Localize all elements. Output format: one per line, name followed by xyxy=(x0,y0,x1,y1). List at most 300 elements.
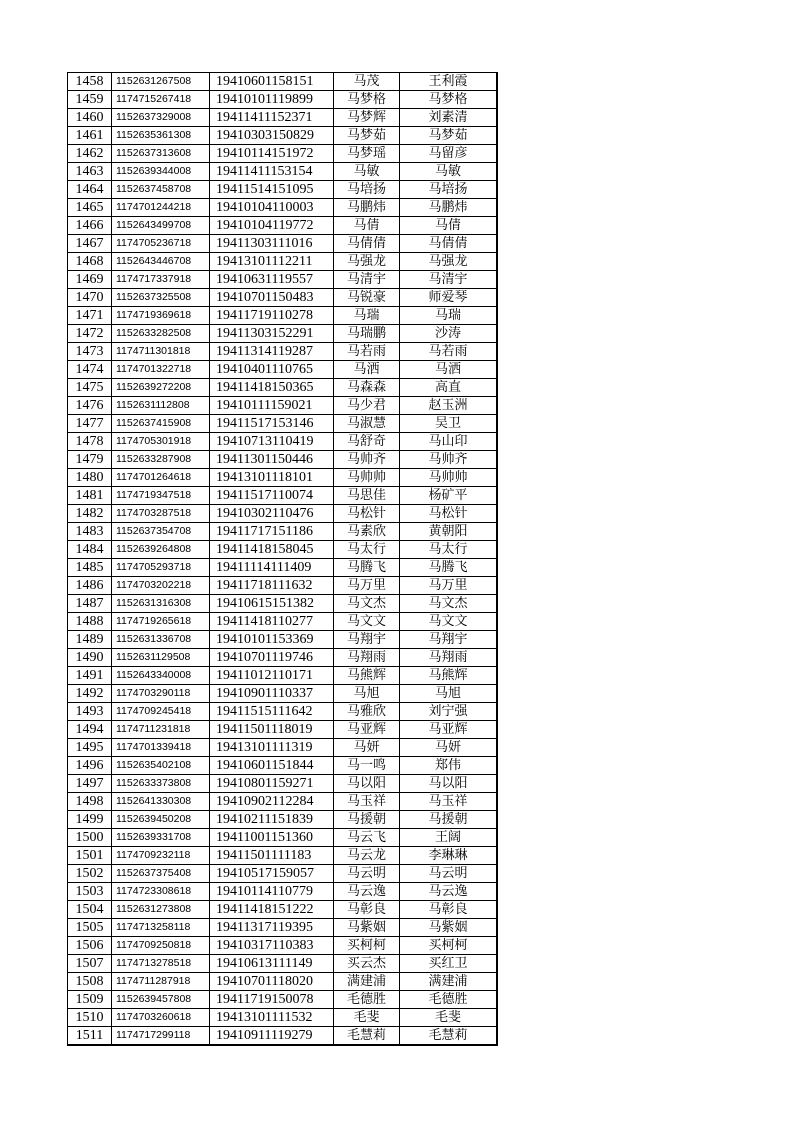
table-row xyxy=(68,973,498,991)
row-number-cell: 1487 xyxy=(68,595,112,613)
code-cell: 1152631129508 xyxy=(112,649,210,667)
row-number-cell: 1476 xyxy=(68,397,112,415)
row-number-cell: 1458 xyxy=(68,73,112,91)
code-cell: 1174701339418 xyxy=(112,739,210,757)
table-row xyxy=(68,775,498,793)
table-row xyxy=(68,901,498,919)
name2-cell: 马瑞 xyxy=(400,307,498,325)
name-cell: 马倩 xyxy=(334,217,400,235)
id-number-cell: 19411303111016 xyxy=(210,235,334,253)
id-number-cell: 19411411152371 xyxy=(210,109,334,127)
row-number-cell: 1507 xyxy=(68,955,112,973)
row-number-cell: 1503 xyxy=(68,883,112,901)
id-number-cell: 19410317110383 xyxy=(210,937,334,955)
table-row xyxy=(68,217,498,235)
name-cell: 马帅帅 xyxy=(334,469,400,487)
table-row xyxy=(68,865,498,883)
name-cell: 马淑慧 xyxy=(334,415,400,433)
row-number-cell: 1502 xyxy=(68,865,112,883)
name-cell: 马万里 xyxy=(334,577,400,595)
name-cell: 马旭 xyxy=(334,685,400,703)
table-row xyxy=(68,685,498,703)
code-cell: 1152631336708 xyxy=(112,631,210,649)
code-cell: 1152637313608 xyxy=(112,145,210,163)
row-number-cell: 1478 xyxy=(68,433,112,451)
table-row xyxy=(68,937,498,955)
table-row xyxy=(68,451,498,469)
name2-cell: 马鹏炜 xyxy=(400,199,498,217)
name-cell: 马森森 xyxy=(334,379,400,397)
id-number-cell: 19411515111642 xyxy=(210,703,334,721)
code-cell: 1152639264808 xyxy=(112,541,210,559)
table-row xyxy=(68,811,498,829)
name-cell: 马玉祥 xyxy=(334,793,400,811)
id-number-cell: 19411517153146 xyxy=(210,415,334,433)
name-cell: 马云龙 xyxy=(334,847,400,865)
id-number-cell: 19410114110779 xyxy=(210,883,334,901)
name2-cell: 杨矿平 xyxy=(400,487,498,505)
table-row xyxy=(68,505,498,523)
code-cell: 1174705301918 xyxy=(112,433,210,451)
row-number-cell: 1470 xyxy=(68,289,112,307)
row-number-cell: 1500 xyxy=(68,829,112,847)
id-number-cell: 19410901110337 xyxy=(210,685,334,703)
name2-cell: 赵玉洲 xyxy=(400,397,498,415)
code-cell: 1174703260618 xyxy=(112,1009,210,1027)
table-row xyxy=(68,541,498,559)
id-number-cell: 19410631119557 xyxy=(210,271,334,289)
name-cell: 马梦瑶 xyxy=(334,145,400,163)
row-number-cell: 1499 xyxy=(68,811,112,829)
name2-cell: 李琳琳 xyxy=(400,847,498,865)
row-number-cell: 1494 xyxy=(68,721,112,739)
code-cell: 1174711301818 xyxy=(112,343,210,361)
table-row xyxy=(68,253,498,271)
name2-cell: 马敏 xyxy=(400,163,498,181)
code-cell: 1174719347518 xyxy=(112,487,210,505)
row-number-cell: 1461 xyxy=(68,127,112,145)
name-cell: 马清宇 xyxy=(334,271,400,289)
row-number-cell: 1483 xyxy=(68,523,112,541)
id-number-cell: 19410701118020 xyxy=(210,973,334,991)
name-cell: 毛斐 xyxy=(334,1009,400,1027)
row-number-cell: 1460 xyxy=(68,109,112,127)
name2-cell: 买红卫 xyxy=(400,955,498,973)
id-number-cell: 19411012110171 xyxy=(210,667,334,685)
id-number-cell: 19410114151972 xyxy=(210,145,334,163)
name2-cell: 马彰良 xyxy=(400,901,498,919)
table-row xyxy=(68,631,498,649)
id-number-cell: 19410517159057 xyxy=(210,865,334,883)
table-row xyxy=(68,523,498,541)
id-number-cell: 19411418150365 xyxy=(210,379,334,397)
code-cell: 1174703287518 xyxy=(112,505,210,523)
table-row xyxy=(68,271,498,289)
row-number-cell: 1474 xyxy=(68,361,112,379)
code-cell: 1152637329008 xyxy=(112,109,210,127)
row-number-cell: 1477 xyxy=(68,415,112,433)
row-number-cell: 1501 xyxy=(68,847,112,865)
table-row xyxy=(68,343,498,361)
code-cell: 1174713258118 xyxy=(112,919,210,937)
name2-cell: 马以阳 xyxy=(400,775,498,793)
id-number-cell: 19413101118101 xyxy=(210,469,334,487)
name2-cell: 满建浦 xyxy=(400,973,498,991)
row-number-cell: 1481 xyxy=(68,487,112,505)
name-cell: 毛慧莉 xyxy=(334,1027,400,1046)
table-row xyxy=(68,325,498,343)
table-row xyxy=(68,613,498,631)
name2-cell: 马援朝 xyxy=(400,811,498,829)
name-cell: 马洒 xyxy=(334,361,400,379)
code-cell: 1152637354708 xyxy=(112,523,210,541)
table-row xyxy=(68,307,498,325)
code-cell: 1152643499708 xyxy=(112,217,210,235)
table-row xyxy=(68,91,498,109)
table-row xyxy=(68,415,498,433)
name2-cell: 毛慧莉 xyxy=(400,1027,498,1046)
id-number-cell: 19410104110003 xyxy=(210,199,334,217)
id-number-cell: 19411718111632 xyxy=(210,577,334,595)
name2-cell: 马亚辉 xyxy=(400,721,498,739)
code-cell: 1174703202218 xyxy=(112,577,210,595)
row-number-cell: 1506 xyxy=(68,937,112,955)
name-cell: 马强龙 xyxy=(334,253,400,271)
row-number-cell: 1485 xyxy=(68,559,112,577)
name2-cell: 马旭 xyxy=(400,685,498,703)
row-number-cell: 1492 xyxy=(68,685,112,703)
table-row xyxy=(68,757,498,775)
row-number-cell: 1468 xyxy=(68,253,112,271)
row-number-cell: 1497 xyxy=(68,775,112,793)
code-cell: 1174711231818 xyxy=(112,721,210,739)
code-cell: 1174701322718 xyxy=(112,361,210,379)
id-number-cell: 19410615151382 xyxy=(210,595,334,613)
name2-cell: 马翔宇 xyxy=(400,631,498,649)
name2-cell: 马文杰 xyxy=(400,595,498,613)
code-cell: 1152641330308 xyxy=(112,793,210,811)
name-cell: 马云逸 xyxy=(334,883,400,901)
name2-cell: 师爱琴 xyxy=(400,289,498,307)
name2-cell: 马熊辉 xyxy=(400,667,498,685)
code-cell: 1174705293718 xyxy=(112,559,210,577)
name-cell: 马敏 xyxy=(334,163,400,181)
name-cell: 马瑞 xyxy=(334,307,400,325)
table-row xyxy=(68,163,498,181)
row-number-cell: 1465 xyxy=(68,199,112,217)
id-number-cell: 19413101112211 xyxy=(210,253,334,271)
code-cell: 1174701244218 xyxy=(112,199,210,217)
name-cell: 马文杰 xyxy=(334,595,400,613)
row-number-cell: 1490 xyxy=(68,649,112,667)
table-row xyxy=(68,487,498,505)
id-number-cell: 19411719150078 xyxy=(210,991,334,1009)
name2-cell: 马妍 xyxy=(400,739,498,757)
name2-cell: 马倩 xyxy=(400,217,498,235)
id-number-cell: 19410601151844 xyxy=(210,757,334,775)
table-row xyxy=(68,595,498,613)
row-number-cell: 1508 xyxy=(68,973,112,991)
table-row xyxy=(68,847,498,865)
code-cell: 1174715267418 xyxy=(112,91,210,109)
name-cell: 马梦辉 xyxy=(334,109,400,127)
name2-cell: 刘素清 xyxy=(400,109,498,127)
code-cell: 1152633282508 xyxy=(112,325,210,343)
name-cell: 马梦格 xyxy=(334,91,400,109)
id-number-cell: 19410713110419 xyxy=(210,433,334,451)
table-row xyxy=(68,721,498,739)
code-cell: 1152631267508 xyxy=(112,73,210,91)
name-cell: 马亚辉 xyxy=(334,721,400,739)
name-cell: 马瑞鹏 xyxy=(334,325,400,343)
code-cell: 1152639331708 xyxy=(112,829,210,847)
name2-cell: 马清宇 xyxy=(400,271,498,289)
id-number-cell: 19413101111532 xyxy=(210,1009,334,1027)
id-number-cell: 19411303152291 xyxy=(210,325,334,343)
code-cell: 1152637458708 xyxy=(112,181,210,199)
id-number-cell: 19410101153369 xyxy=(210,631,334,649)
code-cell: 1152635402108 xyxy=(112,757,210,775)
row-number-cell: 1472 xyxy=(68,325,112,343)
name-cell: 马彰良 xyxy=(334,901,400,919)
row-number-cell: 1491 xyxy=(68,667,112,685)
id-number-cell: 19411317119395 xyxy=(210,919,334,937)
table-row xyxy=(68,955,498,973)
name2-cell: 马太行 xyxy=(400,541,498,559)
code-cell: 1174719265618 xyxy=(112,613,210,631)
name-cell: 马腾飞 xyxy=(334,559,400,577)
name2-cell: 马山印 xyxy=(400,433,498,451)
name2-cell: 马云明 xyxy=(400,865,498,883)
table-row xyxy=(68,1009,498,1027)
row-number-cell: 1482 xyxy=(68,505,112,523)
row-number-cell: 1498 xyxy=(68,793,112,811)
name2-cell: 吴卫 xyxy=(400,415,498,433)
name-cell: 马太行 xyxy=(334,541,400,559)
name-cell: 马熊辉 xyxy=(334,667,400,685)
row-number-cell: 1509 xyxy=(68,991,112,1009)
name2-cell: 马帅齐 xyxy=(400,451,498,469)
id-number-cell: 19410701150483 xyxy=(210,289,334,307)
row-number-cell: 1479 xyxy=(68,451,112,469)
table-row xyxy=(68,397,498,415)
table-row xyxy=(68,1027,498,1046)
code-cell: 1174705236718 xyxy=(112,235,210,253)
name2-cell: 马梦格 xyxy=(400,91,498,109)
name2-cell: 马松针 xyxy=(400,505,498,523)
code-cell: 1152637375408 xyxy=(112,865,210,883)
id-number-cell: 19411114111409 xyxy=(210,559,334,577)
code-cell: 1174717337918 xyxy=(112,271,210,289)
code-cell: 1152643340008 xyxy=(112,667,210,685)
table-row xyxy=(68,667,498,685)
table-row xyxy=(68,469,498,487)
row-number-cell: 1467 xyxy=(68,235,112,253)
row-number-cell: 1475 xyxy=(68,379,112,397)
row-number-cell: 1505 xyxy=(68,919,112,937)
code-cell: 1152637325508 xyxy=(112,289,210,307)
code-cell: 1174709232118 xyxy=(112,847,210,865)
code-cell: 1152633287908 xyxy=(112,451,210,469)
id-number-cell: 19410303150829 xyxy=(210,127,334,145)
table-row xyxy=(68,649,498,667)
name2-cell: 沙涛 xyxy=(400,325,498,343)
table-row xyxy=(68,181,498,199)
code-cell: 1152631273808 xyxy=(112,901,210,919)
code-cell: 1174701264618 xyxy=(112,469,210,487)
name2-cell: 马玉祥 xyxy=(400,793,498,811)
name-cell: 马若雨 xyxy=(334,343,400,361)
code-cell: 1152631316308 xyxy=(112,595,210,613)
id-number-cell: 19410101119899 xyxy=(210,91,334,109)
name2-cell: 马强龙 xyxy=(400,253,498,271)
table-row xyxy=(68,793,498,811)
id-number-cell: 19410902112284 xyxy=(210,793,334,811)
code-cell: 1152631112808 xyxy=(112,397,210,415)
id-number-cell: 19411314119287 xyxy=(210,343,334,361)
id-number-cell: 19411719110278 xyxy=(210,307,334,325)
code-cell: 1174709245418 xyxy=(112,703,210,721)
id-number-cell: 19410104119772 xyxy=(210,217,334,235)
id-number-cell: 19411501118019 xyxy=(210,721,334,739)
row-number-cell: 1496 xyxy=(68,757,112,775)
name-cell: 马倩倩 xyxy=(334,235,400,253)
id-number-cell: 19411514151095 xyxy=(210,181,334,199)
id-number-cell: 19411418151222 xyxy=(210,901,334,919)
id-number-cell: 19410911119279 xyxy=(210,1027,334,1046)
row-number-cell: 1459 xyxy=(68,91,112,109)
id-number-cell: 19410401110765 xyxy=(210,361,334,379)
code-cell: 1152643446708 xyxy=(112,253,210,271)
table-row xyxy=(68,829,498,847)
name2-cell: 郑伟 xyxy=(400,757,498,775)
id-number-cell: 19411517110074 xyxy=(210,487,334,505)
row-number-cell: 1493 xyxy=(68,703,112,721)
row-number-cell: 1486 xyxy=(68,577,112,595)
name-cell: 买云杰 xyxy=(334,955,400,973)
row-number-cell: 1484 xyxy=(68,541,112,559)
code-cell: 1152633373808 xyxy=(112,775,210,793)
code-cell: 1174711287918 xyxy=(112,973,210,991)
name2-cell: 马紫姻 xyxy=(400,919,498,937)
table-row xyxy=(68,127,498,145)
name-cell: 马锐豪 xyxy=(334,289,400,307)
table-row xyxy=(68,379,498,397)
name2-cell: 马文文 xyxy=(400,613,498,631)
table-row xyxy=(68,919,498,937)
name-cell: 马翔雨 xyxy=(334,649,400,667)
row-number-cell: 1511 xyxy=(68,1027,112,1046)
name-cell: 马妍 xyxy=(334,739,400,757)
id-number-cell: 19413101111319 xyxy=(210,739,334,757)
name-cell: 马云飞 xyxy=(334,829,400,847)
row-number-cell: 1495 xyxy=(68,739,112,757)
name-cell: 马翔宇 xyxy=(334,631,400,649)
name2-cell: 毛德胜 xyxy=(400,991,498,1009)
id-number-cell: 19410801159271 xyxy=(210,775,334,793)
table-body xyxy=(68,73,498,1046)
code-cell: 1152637415908 xyxy=(112,415,210,433)
name-cell: 买柯柯 xyxy=(334,937,400,955)
name2-cell: 马云逸 xyxy=(400,883,498,901)
name-cell: 马少君 xyxy=(334,397,400,415)
id-number-cell: 19411301150446 xyxy=(210,451,334,469)
id-number-cell: 19411717151186 xyxy=(210,523,334,541)
table-row xyxy=(68,109,498,127)
name2-cell: 马腾飞 xyxy=(400,559,498,577)
row-number-cell: 1464 xyxy=(68,181,112,199)
row-number-cell: 1462 xyxy=(68,145,112,163)
name-cell: 马云明 xyxy=(334,865,400,883)
row-number-cell: 1466 xyxy=(68,217,112,235)
table-row xyxy=(68,199,498,217)
code-cell: 1174713278518 xyxy=(112,955,210,973)
name2-cell: 马万里 xyxy=(400,577,498,595)
row-number-cell: 1480 xyxy=(68,469,112,487)
table-row xyxy=(68,739,498,757)
name2-cell: 马梦茹 xyxy=(400,127,498,145)
code-cell: 1152639457808 xyxy=(112,991,210,1009)
name-cell: 毛德胜 xyxy=(334,991,400,1009)
name-cell: 马梦茹 xyxy=(334,127,400,145)
id-number-cell: 19410701119746 xyxy=(210,649,334,667)
table-row xyxy=(68,361,498,379)
row-number-cell: 1473 xyxy=(68,343,112,361)
code-cell: 1152639344008 xyxy=(112,163,210,181)
name2-cell: 马留彦 xyxy=(400,145,498,163)
name2-cell: 王利霞 xyxy=(400,73,498,91)
code-cell: 1152635361308 xyxy=(112,127,210,145)
name-cell: 马思佳 xyxy=(334,487,400,505)
id-number-cell: 19411411153154 xyxy=(210,163,334,181)
id-number-cell: 19410111159021 xyxy=(210,397,334,415)
name-cell: 马以阳 xyxy=(334,775,400,793)
name-cell: 马一鸣 xyxy=(334,757,400,775)
name-cell: 马紫姻 xyxy=(334,919,400,937)
id-number-cell: 19411418158045 xyxy=(210,541,334,559)
name2-cell: 马培扬 xyxy=(400,181,498,199)
name-cell: 马素欣 xyxy=(334,523,400,541)
table-row xyxy=(68,433,498,451)
table-row xyxy=(68,883,498,901)
name-cell: 马帅齐 xyxy=(334,451,400,469)
name2-cell: 王阔 xyxy=(400,829,498,847)
code-cell: 1174717299118 xyxy=(112,1027,210,1046)
name2-cell: 马若雨 xyxy=(400,343,498,361)
name-cell: 马文文 xyxy=(334,613,400,631)
name2-cell: 马翔雨 xyxy=(400,649,498,667)
name2-cell: 高直 xyxy=(400,379,498,397)
row-number-cell: 1510 xyxy=(68,1009,112,1027)
name-cell: 马茂 xyxy=(334,73,400,91)
name2-cell: 刘宁强 xyxy=(400,703,498,721)
table-row xyxy=(68,73,498,91)
name-cell: 马松针 xyxy=(334,505,400,523)
table-row xyxy=(68,235,498,253)
code-cell: 1152639450208 xyxy=(112,811,210,829)
code-cell: 1174703290118 xyxy=(112,685,210,703)
code-cell: 1152639272208 xyxy=(112,379,210,397)
id-number-cell: 19411501111183 xyxy=(210,847,334,865)
table-row xyxy=(68,577,498,595)
id-number-cell: 19410302110476 xyxy=(210,505,334,523)
row-number-cell: 1489 xyxy=(68,631,112,649)
name-cell: 马雅欣 xyxy=(334,703,400,721)
code-cell: 1174723308618 xyxy=(112,883,210,901)
name2-cell: 马倩倩 xyxy=(400,235,498,253)
name-cell: 马鹏炜 xyxy=(334,199,400,217)
id-number-cell: 19411001151360 xyxy=(210,829,334,847)
